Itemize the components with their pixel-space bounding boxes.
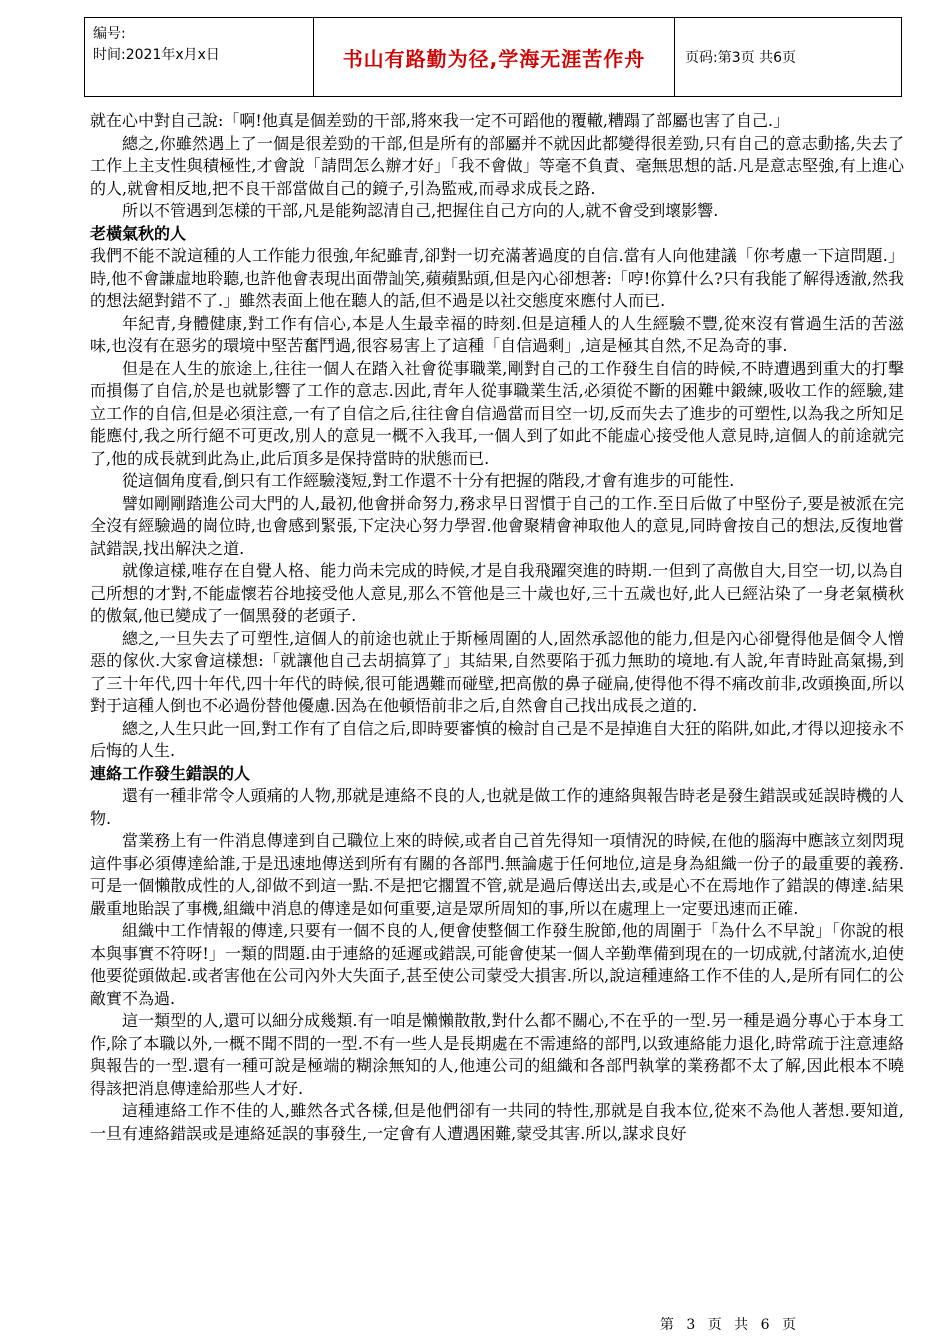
- body-paragraph: 組織中工作情報的傳達,只要有一個不良的人,便會使整個工作發生脫節,他的周圍于「為什么不早說」「你說的根本與事實不符呀!」一類的問題.由于連絡的延遲或錯誤,可能會使某一個人辛勤準備到現在的一切成就,付諸流水,迫使他要從頭做起.或者害他在公司內外大失面子,甚至使公司蒙受大損害.所以,說這種連絡工作不佳的人,是所有同仁的公敵實不為過.: [90, 921, 904, 1008]
- body-paragraph: 當業務上有一件消息傳達到自己職位上來的時候,或者自己首先得知一項情況的時候,在他的腦海中應該立刻閃現這件事必須傳達給誰,于是迅速地傳送到所有有關的各部門.無論處于任何地位,這是身為組織一份子的最重要的義務.可是一個懶散成性的人,卻做不到這一點.不是把它擱置不管,就是過后傳送出去,或是心不在焉地作了錯誤的傳達.結果嚴重地貽誤了事機,組織中消息的傳達是如何重要,這是眾所周知的事,所以在處理上一定要迅速而正確.: [90, 831, 904, 918]
- body-paragraph: 就在心中對自己說:「啊!他真是個差勁的干部,將來我一定不可蹈他的覆轍,糟蹋了部屬也害了自己.」: [90, 111, 790, 130]
- page-footer: 第 3 页 共 6 页: [659, 1317, 800, 1333]
- body-paragraph: 總之,你雖然遇上了一個是很差勁的干部,但是所有的部屬并不就因此都變得很差勁,只有自己的意志動搖,失去了工作上主支性與積極性,才會說「請問怎么辦才好」「我不會做」等毫不負責、毫無思想的話.凡是意志堅強,有上進心的人,就會相反地,把不良干部當做自己的鏡子,引為監戒,而尋求成長之路.: [90, 133, 904, 198]
- body-paragraph: 還有一種非常令人頭痛的人物,那就是連絡不良的人,也就是做工作的連絡與報告時老是發生錯誤或延誤時機的人物.: [90, 786, 904, 828]
- page-header: [84, 17, 902, 97]
- body-paragraph: 就像這樣,唯存在自覺人格、能力尚未完成的時候,才是自我飛躍突進的時期.一但到了高傲自大,目空一切,以為自己所想的才對,不能虛懷若谷地接受他人意見,那么不管他是三十歲也好,三十五歲也好,此人已經沾染了一身老氣橫秋的傲氣,他已變成了一個黑發的老頭子.: [90, 561, 904, 625]
- time-label: 时间:2021年x月x日: [93, 47, 220, 63]
- body-paragraph: 所以不管遇到怎樣的干部,凡是能夠認清自己,把握住自己方向的人,就不會受到壞影響.: [122, 201, 719, 220]
- body-paragraph: 從這個角度看,倒只有工作經驗淺短,對工作還不十分有把握的階段,才會有進步的可能性.: [122, 471, 735, 490]
- body-paragraph: 譬如剛剛踏進公司大門的人,最初,他會拼命努力,務求早日習慣于自己的工作.至日后做了中堅份子,要是被派在完全沒有經驗過的崗位時,也會感到緊張,下定決心努力學習.他會聚精會神取他人的意見,同時會按自己的想法,反復地嘗試錯誤,找出解決之道.: [90, 493, 904, 558]
- body-paragraph: 這一類型的人,還可以細分成幾類.有一咱是懶懶散散,對什么都不關心,不在乎的一型.另一種是過分專心于本身工作,除了本職以外,一概不聞不問的一型.不有一些人是長期處在不需連絡的部門,以致連絡能力退化,時常疏于注意連絡與報告的一型.還有一種可說是極端的糊涂無知的人,他連公司的組織和各部門執掌的業務都不太了解,因此根本不曉得該把消息傳達給那些人才好.: [90, 1011, 904, 1098]
- section-heading: 老橫氣秋的人: [90, 223, 187, 243]
- body-paragraph: 我們不能不說這種的人工作能力很強,年紀雖青,卻對一切充滿著過度的自信.當有人向他建議「你考慮一下這問題.」時,他不會謙虛地聆聽,也許他會表現出面帶訕笑,蘋蘋點頭,但是內心卻想著:「哼!你算什么?只有我能了解得透澈,然我的想法絕對錯不了.」雖然表面上他在聽人的話,但不過是以社交態度來應付人而已.: [90, 246, 904, 310]
- document-body: [90, 110, 904, 1145]
- body-paragraph: 總之,人生只此一回,對工作有了自信之后,即時要審慎的檢討自己是不是掉進自大狂的陷阱,如此,才得以迎接永不后悔的人生.: [90, 718, 904, 760]
- header-motto: 书山有路勤为径,学海无涯苦作舟: [313, 18, 675, 96]
- body-paragraph: 年紀青,身體健康,對工作有信心,本是人生最幸福的時刻.但是這種人的人生經驗不豐,從來沒有嘗過生活的苦滋味,也沒有在惡劣的環境中堅苦奮鬥過,很容易害上了這種「自信過剩」,這是極其自然,不足為奇的事.: [90, 313, 904, 355]
- section-heading: 連絡工作發生錯誤的人: [90, 763, 251, 783]
- body-paragraph: 總之,一旦失去了可塑性,這個人的前途也就止于斯極周圍的人,固然承認他的能力,但是內心卻覺得他是個令人憎惡的傢伙.大家會這樣想:「就讓他自己去胡搞算了」其結果,自然要陷于孤力無助的境地.有人說,年青時趾高氣揚,到了三十年代,四十年代,四十年代的時候,很可能遇難而碰壁,把高傲的鼻子碰扁,使得他不得不痛改前非,改頭換面,所以對于這種人倒也不必過份替他優慮.因為在他頓悟前非之后,自然會自己找出成長之道的.: [90, 628, 904, 715]
- number-label: 编号:: [93, 26, 126, 42]
- header-page-info: 页码:第3页 共6页: [685, 50, 796, 66]
- body-paragraph: 但是在人生的旅途上,往往一個人在踏入社會從事職業,剛對自己的工作發生自信的時候,不時遭遇到重大的打擊而損傷了自信,於是也就影響了工作的意志.因此,青年人從事職業生活,必須從不斷的困難中鍛練,吸收工作的經驗,建立工作的自信,但是必須注意,一有了自信之后,往往會自信過當而目空一切,反而失去了進步的可塑性,以為我之所知足能應付,我之所行絕不可更改,別人的意見一概不入我耳,一個人到了如此不能虛心接受他人意見時,這個人的前途就完了,他的成長就到此為止,此后頂多是保持當時的狀態而已.: [90, 358, 904, 468]
- body-paragraph: 這種連絡工作不佳的人,雖然各式各樣,但是他們卻有一共同的特性,那就是自我本位,從來不為他人著想.要知道,一旦有連絡錯誤或是連絡延誤的事發生,一定會有人遭遇困難,蒙受其害.所以,謀求良好: [90, 1101, 904, 1143]
- header-meta: [85, 18, 313, 96]
